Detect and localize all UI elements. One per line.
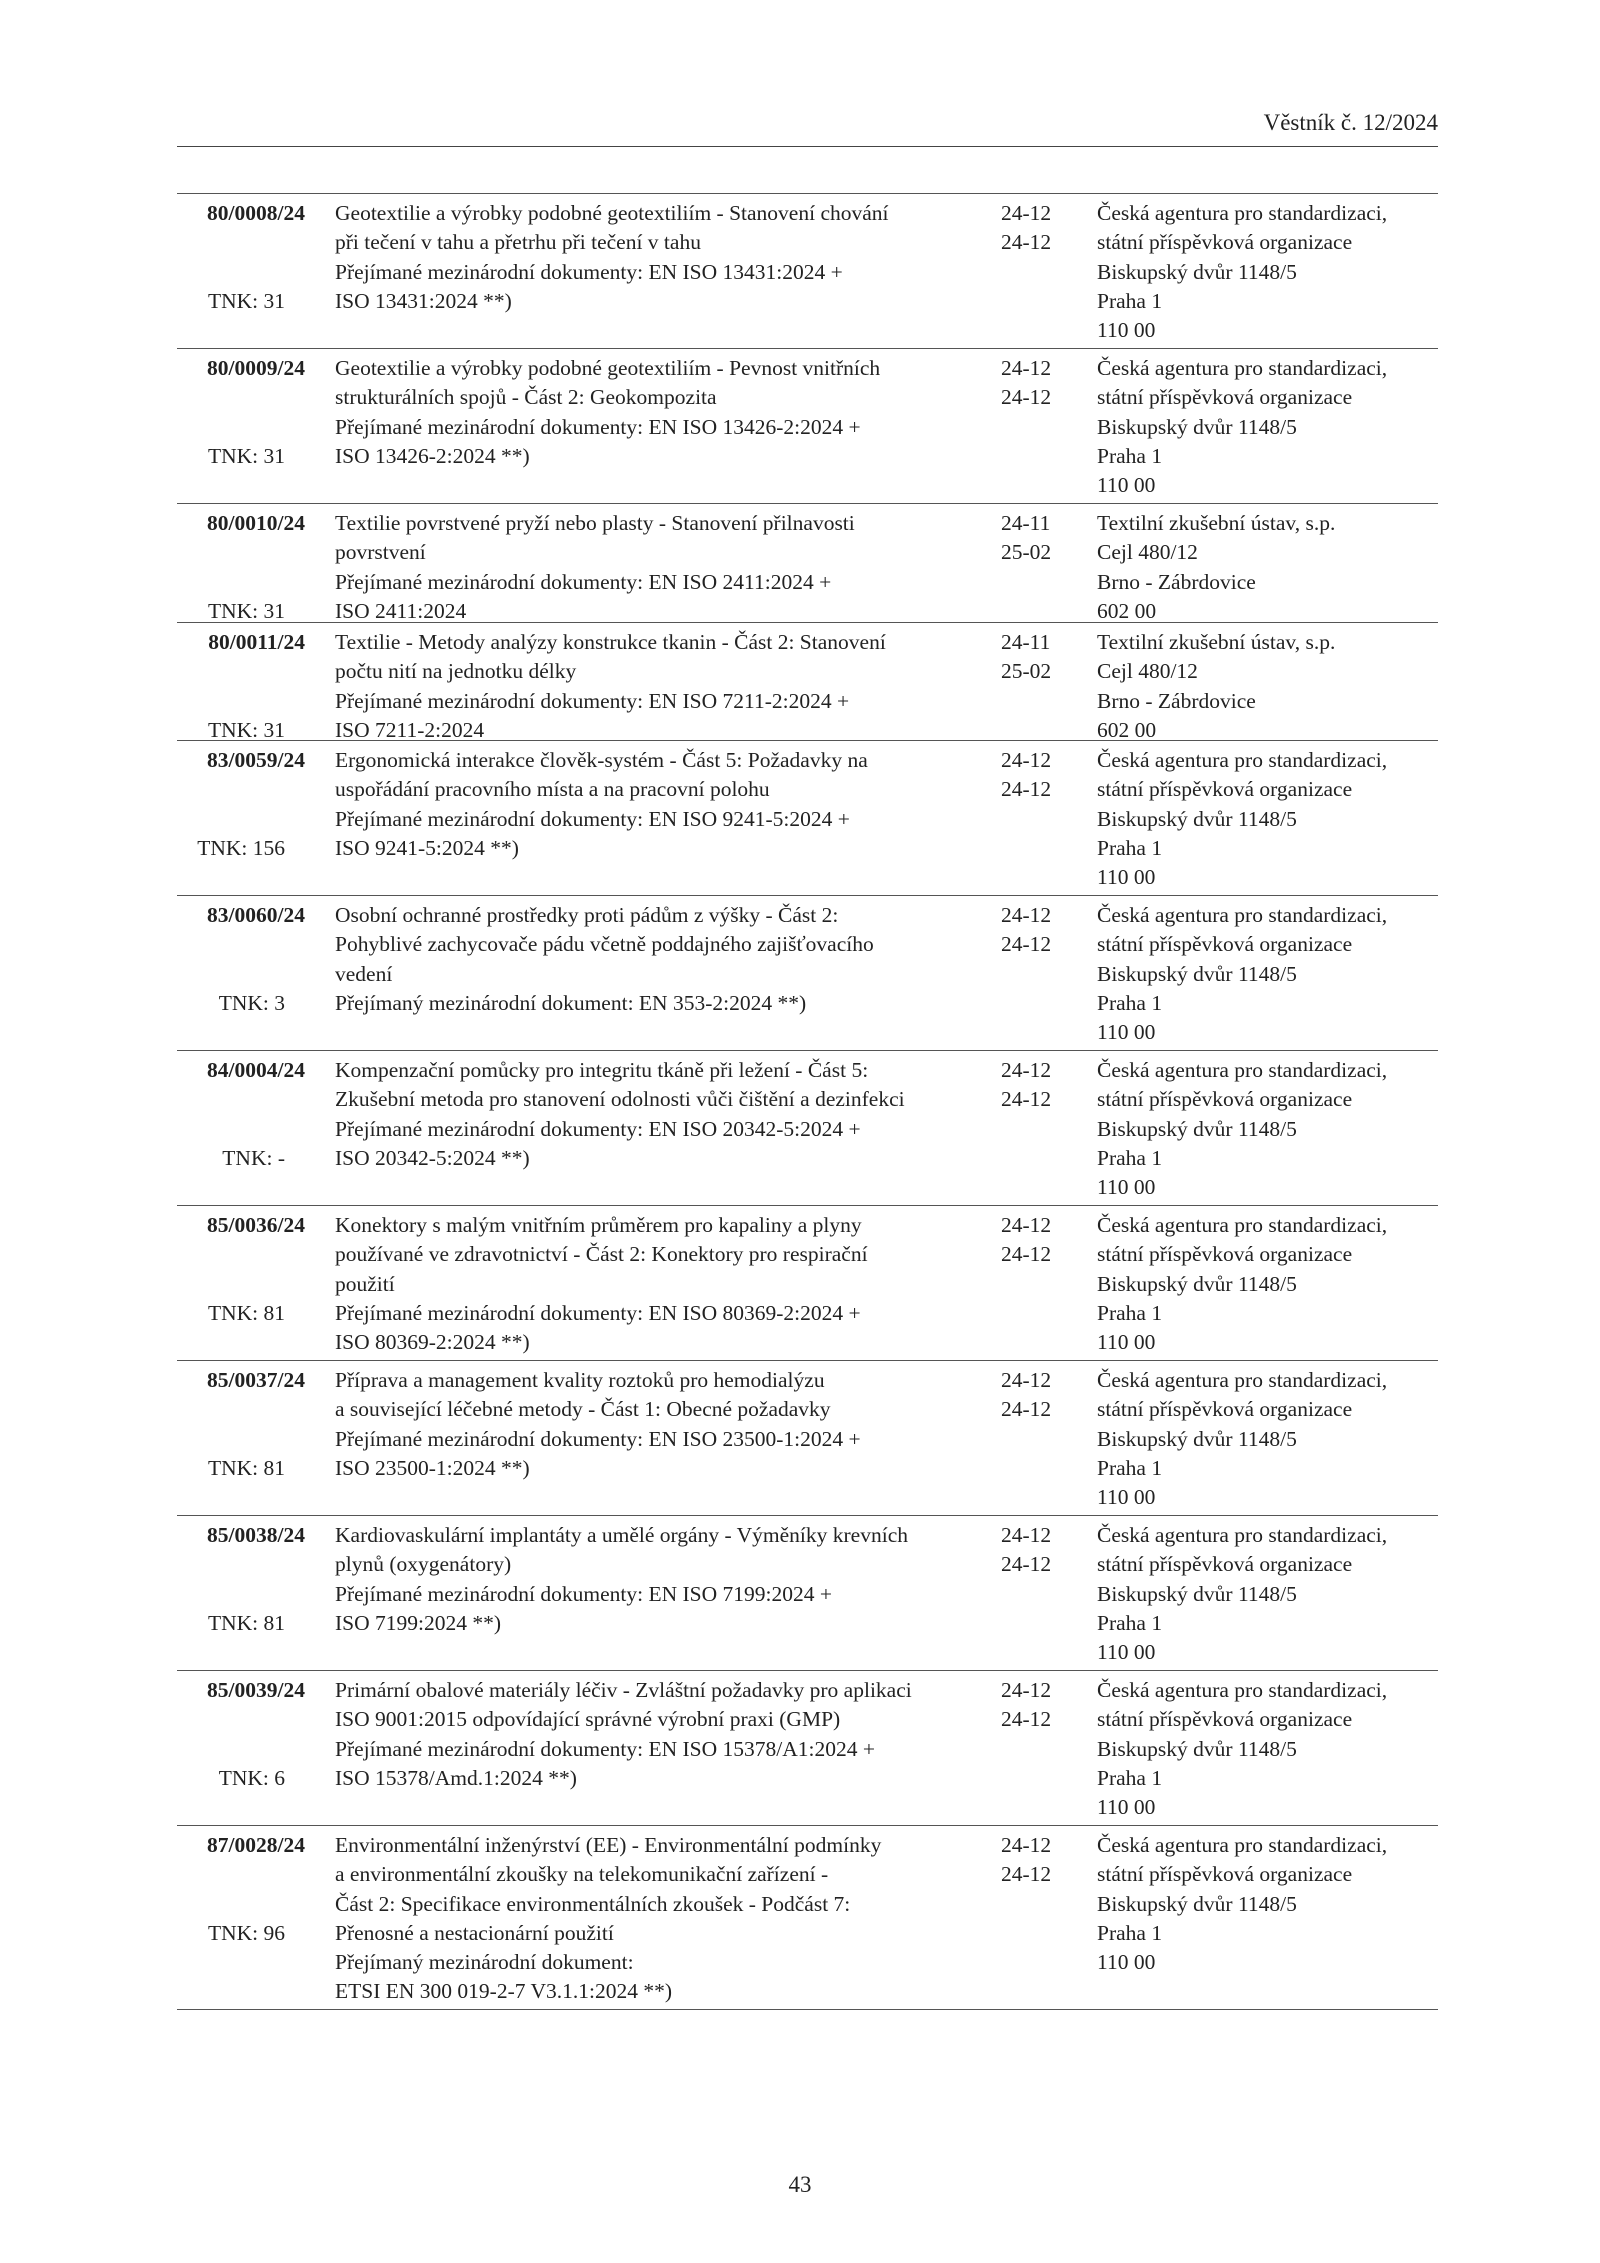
record-organization-cell — [1097, 1056, 1442, 1202]
title-line: Environmentální inženýrství (EE) - Environmentální podmínky — [335, 1833, 882, 1857]
tnk-label: TNK: - — [222, 1146, 285, 1170]
organization-line: Česká agentura pro standardizaci, — [1097, 1678, 1388, 1702]
organization-line: Praha 1 — [1097, 835, 1163, 860]
record-number: 87/0028/24 — [207, 1833, 305, 1857]
record-dates-cell — [1001, 509, 1071, 568]
title-line: Přejímané mezinárodní dokumenty: EN ISO 7199:2024 + — [335, 1581, 832, 1606]
record-title-cell — [335, 1831, 995, 2007]
record-dates-cell — [1001, 354, 1071, 413]
organization-line: Biskupský dvůr 1148/5 — [1097, 1736, 1297, 1761]
organization-line: Textilní zkušební ústav, s.p. — [1097, 511, 1336, 535]
title-line: používané ve zdravotnictví - Část 2: Konektory pro respirační — [335, 1242, 868, 1267]
organization-line: 110 00 — [1097, 865, 1156, 890]
record-dates-cell — [1001, 746, 1071, 805]
tnk-label: TNK: 81 — [207, 1301, 285, 1325]
title-line: plynů (oxygenátory) — [335, 1552, 512, 1577]
tnk-label: TNK: 6 — [218, 1766, 285, 1790]
record-dates-cell — [1001, 1366, 1071, 1425]
organization-line: Praha 1 — [1097, 1765, 1163, 1790]
page-number: 43 — [788, 2172, 812, 2197]
date-value: 24-12 — [1001, 1552, 1052, 1577]
organization-line: státní příspěvková organizace — [1097, 1242, 1353, 1267]
tnk-label: TNK: 156 — [197, 836, 285, 860]
header-rule — [177, 146, 1438, 147]
date-value: 24-12 — [1001, 1678, 1052, 1702]
record-title-cell — [335, 901, 995, 1018]
record-organization-cell — [1097, 746, 1442, 892]
organization-line: Česká agentura pro standardizaci, — [1097, 356, 1388, 380]
record-dates-cell — [1001, 1521, 1071, 1580]
organization-line: 110 00 — [1097, 1485, 1156, 1510]
organization-line: Česká agentura pro standardizaci, — [1097, 1213, 1388, 1237]
record-id-cell — [177, 1211, 305, 1325]
title-line: ISO 7211-2:2024 — [335, 717, 485, 742]
record-number: 85/0038/24 — [207, 1523, 305, 1547]
tnk-label: TNK: 31 — [207, 599, 285, 623]
title-line: Primární obalové materiály léčiv - Zvláštní požadavky pro aplikaci — [335, 1678, 912, 1702]
record-title-cell — [335, 628, 995, 745]
record-number: 85/0037/24 — [207, 1368, 305, 1392]
record-organization-cell — [1097, 1366, 1442, 1512]
record-id-cell — [177, 354, 305, 468]
record-number: 85/0039/24 — [207, 1678, 305, 1702]
record-dates-cell — [1001, 1056, 1071, 1115]
record-organization-cell — [1097, 354, 1442, 500]
record-title-cell — [335, 1676, 995, 1793]
title-line: Přejímané mezinárodní dokumenty: EN ISO 23500-1:2024 + — [335, 1426, 861, 1451]
date-value: 24-12 — [1001, 777, 1052, 802]
title-line: vedení — [335, 961, 393, 986]
record-organization-cell — [1097, 1831, 1442, 1977]
record-id-cell — [177, 1056, 305, 1170]
tnk-label: TNK: 3 — [218, 991, 285, 1015]
organization-line: Biskupský dvůr 1148/5 — [1097, 1116, 1297, 1141]
record-id-cell — [177, 1366, 305, 1480]
title-line: a environmentální zkoušky na telekomunikační zařízení - — [335, 1862, 829, 1887]
title-line: Osobní ochranné prostředky proti pádům z výšky - Část 2: — [335, 903, 839, 927]
record-id-cell — [177, 746, 305, 860]
record-organization-cell — [1097, 628, 1442, 745]
title-line: Textilie - Metody analýzy konstrukce tkanin - Část 2: Stanovení — [335, 630, 886, 654]
organization-line: státní příspěvková organizace — [1097, 777, 1353, 802]
table-row — [177, 623, 1438, 741]
title-line: Přejímané mezinárodní dokumenty: EN ISO 80369-2:2024 + — [335, 1300, 861, 1325]
record-id-cell — [177, 1831, 305, 1945]
organization-line: Praha 1 — [1097, 443, 1163, 468]
organization-line: 110 00 — [1097, 473, 1156, 498]
table-row — [177, 194, 1438, 349]
title-line: použití — [335, 1271, 395, 1296]
date-value: 24-12 — [1001, 1242, 1052, 1267]
organization-line: státní příspěvková organizace — [1097, 385, 1353, 410]
title-line: ETSI EN 300 019-2-7 V3.1.1:2024 **) — [335, 1979, 673, 2004]
organization-line: 110 00 — [1097, 1330, 1156, 1355]
table-row — [177, 504, 1438, 623]
title-line: ISO 13426-2:2024 **) — [335, 443, 530, 468]
title-line: ISO 9241-5:2024 **) — [335, 835, 519, 860]
title-line: Kompenzační pomůcky pro integritu tkáně při ležení - Část 5: — [335, 1058, 869, 1082]
record-dates-cell — [1001, 1676, 1071, 1735]
title-line: Geotextilie a výrobky podobné geotextiliím - Stanovení chování — [335, 201, 889, 225]
record-number: 83/0059/24 — [207, 748, 305, 772]
record-id-cell — [177, 1521, 305, 1635]
organization-line: Brno - Zábrdovice — [1097, 688, 1256, 713]
table-row — [177, 1206, 1438, 1361]
date-value: 24-12 — [1001, 1862, 1052, 1887]
title-line: Přejímané mezinárodní dokumenty: EN ISO 13426-2:2024 + — [335, 414, 861, 439]
date-value: 25-02 — [1001, 540, 1052, 565]
tnk-label: TNK: 31 — [207, 718, 285, 742]
organization-line: Biskupský dvůr 1148/5 — [1097, 1581, 1297, 1606]
title-line: a související léčebné metody - Část 1: Obecné požadavky — [335, 1397, 831, 1422]
record-title-cell — [335, 746, 995, 863]
table-row — [177, 1051, 1438, 1206]
organization-line: Biskupský dvůr 1148/5 — [1097, 806, 1297, 831]
record-organization-cell — [1097, 901, 1442, 1047]
title-line: ISO 13431:2024 **) — [335, 288, 512, 313]
title-line: ISO 15378/Amd.1:2024 **) — [335, 1765, 577, 1790]
tnk-label: TNK: 96 — [207, 1921, 285, 1945]
organization-line: Česká agentura pro standardizaci, — [1097, 1833, 1388, 1857]
record-id-cell — [177, 199, 305, 313]
record-number: 80/0011/24 — [208, 630, 305, 654]
record-dates-cell — [1001, 901, 1071, 960]
organization-line: 110 00 — [1097, 1950, 1156, 1975]
record-id-cell — [177, 901, 305, 1015]
record-title-cell — [335, 1056, 995, 1173]
organization-line: Cejl 480/12 — [1097, 659, 1198, 684]
record-number: 80/0009/24 — [207, 356, 305, 380]
record-number: 80/0010/24 — [207, 511, 305, 535]
organization-line: Biskupský dvůr 1148/5 — [1097, 414, 1297, 439]
title-line: ISO 9001:2015 odpovídající správné výrobní praxi (GMP) — [335, 1707, 841, 1732]
record-dates-cell — [1001, 628, 1071, 687]
organization-line: Praha 1 — [1097, 1300, 1163, 1325]
date-value: 24-12 — [1001, 201, 1052, 225]
date-value: 24-12 — [1001, 230, 1052, 255]
date-value: 24-12 — [1001, 932, 1052, 957]
title-line: ISO 80369-2:2024 **) — [335, 1330, 530, 1355]
table-row — [177, 349, 1438, 504]
organization-line: 110 00 — [1097, 1020, 1156, 1045]
date-value: 25-02 — [1001, 659, 1052, 684]
title-line: Ergonomická interakce člověk-systém - Část 5: Požadavky na — [335, 748, 868, 772]
organization-line: Biskupský dvůr 1148/5 — [1097, 1426, 1297, 1451]
title-line: Zkušební metoda pro stanovení odolnosti vůči čištění a dezinfekci — [335, 1087, 905, 1112]
organization-line: Česká agentura pro standardizaci, — [1097, 748, 1388, 772]
title-line: povrstvení — [335, 540, 426, 565]
title-line: ISO 2411:2024 — [335, 598, 467, 623]
title-line: Přenosné a nestacionární použití — [335, 1920, 614, 1945]
record-id-cell — [177, 509, 305, 623]
tnk-label: TNK: 81 — [207, 1611, 285, 1635]
title-line: Konektory s malým vnitřním průměrem pro kapaliny a plyny — [335, 1213, 862, 1237]
title-line: Textilie povrstvené pryží nebo plasty - Stanovení přilnavosti — [335, 511, 855, 535]
table-row — [177, 1516, 1438, 1671]
record-organization-cell — [1097, 1676, 1442, 1822]
title-line: Kardiovaskulární implantáty a umělé orgány - Výměníky krevních — [335, 1523, 908, 1547]
standards-table — [177, 194, 1438, 2010]
date-value: 24-12 — [1001, 1213, 1052, 1237]
date-value: 24-12 — [1001, 748, 1052, 772]
date-value: 24-11 — [1001, 511, 1051, 535]
record-organization-cell — [1097, 199, 1442, 345]
organization-line: Biskupský dvůr 1148/5 — [1097, 1891, 1297, 1916]
title-line: strukturálních spojů - Část 2: Geokompozita — [335, 385, 717, 410]
organization-line: Cejl 480/12 — [1097, 540, 1198, 565]
tnk-label: TNK: 31 — [207, 289, 285, 313]
record-number: 83/0060/24 — [207, 903, 305, 927]
record-id-cell — [177, 628, 305, 742]
record-dates-cell — [1001, 1211, 1071, 1270]
organization-line: státní příspěvková organizace — [1097, 1707, 1353, 1732]
organization-line: Praha 1 — [1097, 1145, 1163, 1170]
record-title-cell — [335, 1366, 995, 1483]
date-value: 24-12 — [1001, 1833, 1052, 1857]
table-row — [177, 1671, 1438, 1826]
title-line: Pohyblivé zachycovače pádu včetně poddajného zajišťovacího — [335, 932, 874, 957]
organization-line: 602 00 — [1097, 598, 1157, 623]
organization-line: státní příspěvková organizace — [1097, 230, 1353, 255]
record-dates-cell — [1001, 199, 1071, 258]
date-value: 24-12 — [1001, 1397, 1052, 1422]
record-dates-cell — [1001, 1831, 1071, 1890]
date-value: 24-11 — [1001, 630, 1051, 654]
organization-line: 110 00 — [1097, 1175, 1156, 1200]
title-line: Přejímané mezinárodní dokumenty: EN ISO 20342-5:2024 + — [335, 1116, 861, 1141]
organization-line: Praha 1 — [1097, 1455, 1163, 1480]
record-organization-cell — [1097, 509, 1442, 626]
organization-line: státní příspěvková organizace — [1097, 932, 1353, 957]
date-value: 24-12 — [1001, 903, 1052, 927]
organization-line: 110 00 — [1097, 318, 1156, 343]
organization-line: 602 00 — [1097, 717, 1157, 742]
title-line: Přejímané mezinárodní dokumenty: EN ISO 15378/A1:2024 + — [335, 1736, 875, 1761]
title-line: Přejímané mezinárodní dokumenty: EN ISO 13431:2024 + — [335, 259, 843, 284]
record-title-cell — [335, 509, 995, 626]
date-value: 24-12 — [1001, 1707, 1052, 1732]
record-id-cell — [177, 1676, 305, 1790]
organization-line: Biskupský dvůr 1148/5 — [1097, 961, 1297, 986]
organization-line: Česká agentura pro standardizaci, — [1097, 201, 1388, 225]
title-line: Přejímaný mezinárodní dokument: EN 353-2:2024 **) — [335, 990, 807, 1015]
record-title-cell — [335, 1211, 995, 1357]
record-number: 80/0008/24 — [207, 201, 305, 225]
organization-line: Brno - Zábrdovice — [1097, 569, 1256, 594]
record-title-cell — [335, 354, 995, 471]
title-line: ISO 23500-1:2024 **) — [335, 1455, 530, 1480]
record-title-cell — [335, 199, 995, 316]
title-line: Přejímané mezinárodní dokumenty: EN ISO 2411:2024 + — [335, 569, 832, 594]
record-title-cell — [335, 1521, 995, 1638]
organization-line: Praha 1 — [1097, 288, 1163, 313]
organization-line: Praha 1 — [1097, 1610, 1163, 1635]
title-line: Geotextilie a výrobky podobné geotextiliím - Pevnost vnitřních — [335, 356, 881, 380]
page-header-title: Věstník č. 12/2024 — [1263, 110, 1438, 135]
organization-line: Biskupský dvůr 1148/5 — [1097, 1271, 1297, 1296]
title-line: ISO 20342-5:2024 **) — [335, 1145, 530, 1170]
date-value: 24-12 — [1001, 356, 1052, 380]
title-line: Přejímané mezinárodní dokumenty: EN ISO 9241-5:2024 + — [335, 806, 850, 831]
title-line: při tečení v tahu a přetrhu při tečení v tahu — [335, 230, 701, 255]
organization-line: Biskupský dvůr 1148/5 — [1097, 259, 1297, 284]
organization-line: Česká agentura pro standardizaci, — [1097, 1523, 1388, 1547]
table-row — [177, 1826, 1438, 2010]
record-number: 85/0036/24 — [207, 1213, 305, 1237]
organization-line: Praha 1 — [1097, 1920, 1163, 1945]
title-line: ISO 7199:2024 **) — [335, 1610, 502, 1635]
date-value: 24-12 — [1001, 1058, 1052, 1082]
organization-line: státní příspěvková organizace — [1097, 1862, 1353, 1887]
title-line: Přejímaný mezinárodní dokument: — [335, 1950, 634, 1975]
table-row — [177, 741, 1438, 896]
record-organization-cell — [1097, 1521, 1442, 1667]
title-line: Část 2: Specifikace environmentálních zkoušek - Podčást 7: — [335, 1891, 851, 1916]
date-value: 24-12 — [1001, 385, 1052, 410]
organization-line: Česká agentura pro standardizaci, — [1097, 1368, 1388, 1392]
tnk-label: TNK: 81 — [207, 1456, 285, 1480]
table-row — [177, 1361, 1438, 1516]
organization-line: státní příspěvková organizace — [1097, 1397, 1353, 1422]
organization-line: 110 00 — [1097, 1795, 1156, 1820]
organization-line: státní příspěvková organizace — [1097, 1552, 1353, 1577]
organization-line: Textilní zkušební ústav, s.p. — [1097, 630, 1336, 654]
organization-line: Praha 1 — [1097, 990, 1163, 1015]
record-organization-cell — [1097, 1211, 1442, 1357]
organization-line: Česká agentura pro standardizaci, — [1097, 1058, 1388, 1082]
date-value: 24-12 — [1001, 1523, 1052, 1547]
date-value: 24-12 — [1001, 1368, 1052, 1392]
tnk-label: TNK: 31 — [207, 444, 285, 468]
title-line: uspořádání pracovního místa a na pracovní polohu — [335, 777, 770, 802]
organization-line: státní příspěvková organizace — [1097, 1087, 1353, 1112]
organization-line: Česká agentura pro standardizaci, — [1097, 903, 1388, 927]
date-value: 24-12 — [1001, 1087, 1052, 1112]
record-number: 84/0004/24 — [207, 1058, 305, 1082]
table-row — [177, 896, 1438, 1051]
title-line: Přejímané mezinárodní dokumenty: EN ISO 7211-2:2024 + — [335, 688, 850, 713]
title-line: Příprava a management kvality roztoků pro hemodialýzu — [335, 1368, 825, 1392]
title-line: počtu nití na jednotku délky — [335, 659, 577, 684]
organization-line: 110 00 — [1097, 1640, 1156, 1665]
